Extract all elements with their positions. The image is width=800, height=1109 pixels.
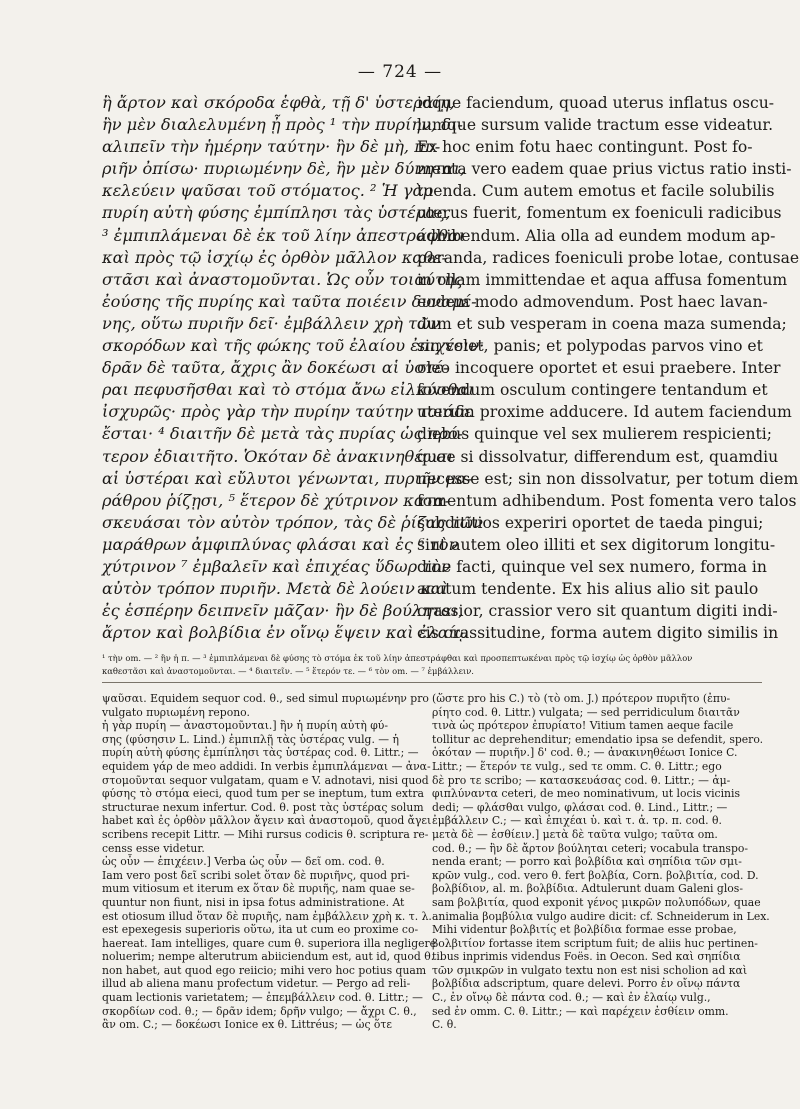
latin-line: paranda, radices foeniculi probe lotae, contusae <box>417 248 800 267</box>
commentary-line: πυρίη αὐτὴ φύσης ἐμπίπλησι τὰς ὑστέρας cod. θ. Littr.; — <box>102 746 419 760</box>
commentary-left-column <box>102 692 437 1032</box>
variant-footnotes <box>102 652 762 678</box>
latin-line: uterum proxime adducere. Id autem faciendum <box>417 403 792 422</box>
greek-line: μαράθρων ἀμφιπλύνας φλάσαι καὶ ἐς ⁶ τὸν <box>102 534 459 554</box>
latin-line: diebus quinque vel sex mulierem respicienti; <box>417 425 773 444</box>
latin-line: quae si dissolvatur, differendum est, quamdiu <box>417 447 779 466</box>
commentary-line: ἡ γὰρ πυρίη — ἀναστομοῦνται.] ἢν ἡ πυρίη αὐτὴ φύ- <box>102 719 389 733</box>
commentary-line: ρίητο cod. θ. Littr.) vulgata; — sed perridiculum διαιτᾶν <box>432 705 740 719</box>
commentary-line: haereat. Iam intelliges, quare cum θ. superiora illa negligere <box>102 936 437 950</box>
commentary-line: Mihi videntur βολβιτίς et βολβίδια formae esse probae, <box>432 923 737 937</box>
commentary-line: sam βολβιτία, quod exponit γένος μικρῶν πολυπόδων, quae <box>432 895 761 909</box>
commentary-line: σης (φύσησιν L. Lind.) ἐμπιπλῇ τὰς ὑστέρας vulg. — ἡ <box>102 732 400 746</box>
footnote-line: ¹ τὴν om. — ² ἢν ἡ π. — ³ ἐμπιπλάμεναι δὲ φύσης τὸ στόμα ἐκ τοῦ λίην ἀπεστράφθαι καὶ προσπεπτωκέναι πρὸς τῷ ἰσχίῳ ὡς ὀρθὸν μᾶλλον <box>102 653 693 663</box>
commentary-line: μετὰ δὲ — ἐσθίειν.] μετὰ δὲ ταῦτα vulgo; ταῦτα om. <box>432 827 718 841</box>
latin-line: sin volet, panis; et polypodas parvos vino et <box>417 337 763 356</box>
latin-line: necesse est; sin non dissolvatur, per totum diem <box>417 469 799 488</box>
commentary-line: τινὰ ὡς πρότερον ἐπυρίατο! Vitium tamen aeque facile <box>432 719 734 733</box>
commentary-line: φύσης τὸ στόμα eieci, quod tum per se ineptum, tum extra <box>102 787 424 801</box>
latin-line: idque faciendum, quoad uterus inflatus oscu- <box>417 94 775 112</box>
commentary-line: στομοῦνται sequor vulgatam, quam e V. adnotavi, nisi quod <box>102 773 429 787</box>
commentary-line: δὲ pro τε scribo; — κατασκευάσας cod. θ. Littr.; — ἀμ- <box>432 773 731 787</box>
commentary-line: ψαῦσαι. Equidem sequor cod. θ., sed simul πυριωμένην pro <box>102 692 429 705</box>
greek-line: ἐς ἑσπέρην δειπνεῖν μᾶζαν· ἢν δὲ βούληται, <box>102 601 464 621</box>
commentary-line: noluerim; nempe alterutrum abiiciendum est, aut id, quod θ. <box>102 950 435 964</box>
commentary-line: illud ab aliena manu profectum videtur. — Pergo ad reli- <box>102 977 411 991</box>
greek-line: αἱ ὑστέραι καὶ εὔλυτοι γένωνται, πυριῆν μα- <box>102 468 473 488</box>
commentary-line: animalia βομβύλια vulgo audire dicit: cf. Schneiderum in Lex. <box>432 909 770 923</box>
commentary-line: βολβιτίον fortasse item scriptum fuit; de aliis huc pertinen- <box>432 936 758 950</box>
latin-line: menta vero eadem quae prius victus ratio insti- <box>417 160 792 179</box>
latin-line: fovendum osculum contingere tentandum et <box>417 381 768 400</box>
commentary-line: mum vitiosum et iterum ex ὅταν δὲ πυριῆς, nam quae se- <box>102 882 415 896</box>
commentary-line: βολβίδια adscriptum, quare delevi. Porro ἐν οἴνῳ πάντα <box>432 977 741 991</box>
commentary-line: Iam vero post δεῖ scribi solet ὅταν δὲ πυριῆνς, quod pri- <box>102 868 410 882</box>
greek-line: ἔσται· ⁴ διαιτῆν δὲ μετὰ τὰς πυρίας ὡς πρό- <box>102 424 464 444</box>
commentary-line: tollitur ac deprehenditur; emendatio ipsa se defendit, spero. <box>432 732 764 746</box>
latin-line: lumque sursum valide tractum esse videatur. <box>417 116 774 135</box>
latin-line: subdititios experiri oportet de taeda pingui; <box>417 513 764 532</box>
greek-line: ἄρτον καὶ βολβίδια ἐν οἴνῳ ἕψειν καὶ ἐλαίῳ <box>102 623 469 643</box>
commentary-line: βολβίδιον, al. m. βολβίδια. Adtulerunt duam Galeni glos- <box>432 882 743 896</box>
commentary-line: ὡς οὖν — ἐπιχέειν.] Verba ὡς οὖν — δεῖ om. cod. θ. <box>102 855 385 869</box>
commentary-line: est otiosum illud ὅταν δὲ πυριῆς, nam ἐμβάλλειν χρὴ κ. τ. λ. <box>102 909 432 923</box>
commentary-line: dedi; — φλάσθαι vulgo, φλάσαι cod. θ. Lind., Littr.; — <box>432 800 728 814</box>
greek-line: ἢ ἄρτον καὶ σκόροδα ἑφθὰ, τῇ δ' ὑστεραίῃ, <box>102 93 455 112</box>
latin-line: dum et sub vesperam in coena maza sumenda; <box>417 314 787 333</box>
greek-line: ἢν μὲν διαλελυμένη ᾖ πρὸς ¹ τὴν πυρίην, δι- <box>102 115 463 135</box>
latin-line: uterus fuerit, fomentum ex foeniculi radicibus <box>417 204 782 223</box>
footnote-line: καθεστᾶσι καὶ ἀναστομοῦνται. — ⁴ διαιτεῖν. — ⁵ ἕτερόν τε. — ⁶ τὸν om. — ⁷ ἐμβάλλειν. <box>102 666 474 676</box>
commentary-line: quuntur non fiunt, nisi in ipsa fotus administratione. At <box>102 895 405 909</box>
commentary-line: (ὥστε pro his C.) τὸ (τὸ om. J.) πρότερον πυριῆτο (ἐπυ- <box>432 692 731 705</box>
commentary-right-column <box>432 692 770 1032</box>
commentary-line: quam lectionis varietatem; — ἐπεμβάλλειν cod. θ. Littr.; — <box>102 991 423 1005</box>
greek-line: ³ ἐμπιπλάμεναι δὲ ἐκ τοῦ λίην ἀπεστράφθαι <box>102 225 466 245</box>
latin-line: cis crassitudine, forma autem digito similis in <box>417 624 779 643</box>
greek-line: ραι πεφυσῆσθαι καὶ τὸ στόμα ἄνω εἰλκύσθαι <box>102 380 475 400</box>
greek-line: σκευάσαι τὸν αὐτὸν τρόπον, τὰς δὲ ῥίζας τῶν <box>102 512 483 532</box>
commentary-line: ἐμβάλλειν C.; — καὶ ἐπιχέαι ὑ. καὶ τ. ἀ. τρ. π. cod. θ. <box>432 814 722 828</box>
greek-line: αὐτὸν τρόπον πυριῆν. Μετὰ δὲ λούειν καὶ <box>102 579 448 599</box>
commentary-line: ὁκόταν — πυριῆν.] δ' cod. θ.; — ἀνακινηθέωσι Ionice C. <box>432 746 738 760</box>
commentary-line: nenda erant; — porro καὶ βολβίδια καὶ σηπίδια τῶν σμι- <box>432 855 742 869</box>
latin-line: fomentum adhibendum. Post fomenta vero talos <box>417 491 797 510</box>
greek-line: νης, οὕτω πυριῆν δεῖ· ἐμβάλλειν χρὴ τῶν <box>102 313 441 333</box>
commentary-line: habet καὶ ἐς ὀρθὸν μᾶλλον ἄγειν καὶ ἀναστομοῦ, quod ἄγει <box>102 814 432 828</box>
greek-line: ἰσχυρῶς· πρὸς γὰρ τὴν πυρίην ταύτην τοιάδε <box>102 402 473 422</box>
latin-translation-column <box>417 92 800 644</box>
commentary-line: structurae nexum infertur. Cod. θ. post τὰς ὑστέρας solum <box>102 800 424 814</box>
footnote-divider <box>102 682 762 683</box>
greek-line: στᾶσι καὶ ἀναστομοῦνται. Ὡς οὖν τοιαύτης <box>102 269 463 289</box>
commentary-line: tibus inprimis videndus Foës. in Oecon. Sed καὶ σηπίδια <box>432 950 741 964</box>
commentary-line: scribens recepit Littr. — Mihi rursus codicis θ. scriptura re- <box>102 827 429 841</box>
greek-line: τερον ἐδιαιτῆτο. Ὁκόταν δὲ ἀνακινηθέωσι <box>102 446 454 466</box>
greek-line: πυρίη αὐτὴ φύσης ἐμπίπλησι τὰς ὑστέρας, <box>102 203 451 223</box>
latin-line: Ex hoc enim fotu haec contingunt. Post fo- <box>417 138 753 157</box>
greek-line: ράθρου ῥίζῃσι, ⁵ ἕτερον δὲ χύτρινον κατα- <box>102 490 451 510</box>
greek-line: κελεύειν ψαῦσαι τοῦ στόματος. ² Ἡ γὰρ <box>102 181 433 201</box>
commentary-line: ἂν om. C.; — δοκέωσι Ionice ex θ. Littréus; — ὡς ὅτε <box>102 1018 392 1032</box>
commentary-line: censs esse videtur. <box>102 841 205 855</box>
commentary-line: est epexegesis superioris οὕτω, ita ut cum eo proxime co- <box>102 923 419 937</box>
latin-line: eodem modo admovendum. Post haec lavan- <box>417 292 768 311</box>
commentary-line: C. θ. <box>432 1018 457 1032</box>
latin-line: acutum tendente. Ex his alius alio sit paulo <box>417 580 759 599</box>
greek-text-column <box>102 92 485 644</box>
commentary-line: φιπλύναντα ceteri, de meo nominativum, ut locis vicinis <box>432 787 740 801</box>
latin-line: tuenda. Cum autem emotus et facile solubilis <box>417 182 775 201</box>
latin-line: adhibendum. Alia olla ad eundem modum ap- <box>417 226 776 245</box>
commentary-line: τῶν σμικρῶν in vulgato textu non est nisi scholion ad καὶ <box>432 963 748 977</box>
greek-line: καὶ πρὸς τῷ ἰσχίῳ ἐς ὀρθὸν μᾶλλον καθε- <box>102 247 448 267</box>
latin-line: sint autem oleo illiti et sex digitorum longitu- <box>417 535 776 554</box>
commentary-line: cod. θ.; — ἢν δὲ ἄρτον βούληται ceteri; vocabula transpo- <box>432 841 749 855</box>
greek-line: χύτρινον ⁷ ἐμβαλεῖν καὶ ἐπιχέας ὕδωρ τὸν <box>102 556 451 576</box>
greek-line: ἐούσης τῆς πυρίης καὶ ταῦτα ποιέειν δυναμέ- <box>102 291 477 311</box>
latin-line: dine facti, quinque vel sex numero, forma in <box>417 557 767 576</box>
greek-line: δρᾶν δὲ ταῦτα, ἄχρις ἂν δοκέωσι αἱ ὑστέ- <box>102 358 449 378</box>
commentary-line: equidem γάρ de meo addidi. In verbis ἐμπιπλάμεναι — ἀνα- <box>102 759 431 773</box>
greek-line: αλιπεῖν τὴν ἡμέρην ταύτην· ἢν δὲ μὴ, πυ- <box>102 137 441 157</box>
commentary-line: C., ἐν οἴνῳ δὲ πάντα cod. θ.; — καὶ ἐν ἐλαίῳ vulg., <box>432 991 711 1005</box>
greek-line: ριῆν ὀπίσω· πυριωμένην δὲ, ἢν μὲν δύνηται, <box>102 159 466 179</box>
commentary-line: vulgato πυριωμένη repono. <box>102 705 250 719</box>
latin-line: oleo incoquere oportet et esui praebere. Inter <box>417 359 781 378</box>
page-number: — 724 — <box>357 62 443 82</box>
latin-line: crassior, crassior vero sit quantum digiti indi- <box>417 602 778 621</box>
commentary-line: σκορδίων cod. θ.; — δρᾶν idem; δρῆν vulgo; — ἄχρι C. θ., <box>102 1004 417 1018</box>
commentary-line: sed ἐν omm. C. θ. Littr.; — καὶ παρέχειν ἐσθίειν omm. <box>432 1004 729 1018</box>
greek-line: σκορόδων καὶ τῆς φώκης τοῦ ἐλαίου ἐπιχέειν· <box>102 336 485 356</box>
commentary-line: κρῶν vulg., cod. vero θ. fert βολβία, Corn. βολβιτία, cod. D. <box>432 868 759 882</box>
commentary-line: Littr.; — ἕτερόν τε vulg., sed τε omm. C. θ. Littr.; ego <box>432 759 722 773</box>
commentary-line: non habet, aut quod ego reiicio; mihi vero hoc potius quam <box>102 963 427 977</box>
latin-line: in ollam immittendae et aqua affusa fomentum <box>417 270 788 289</box>
